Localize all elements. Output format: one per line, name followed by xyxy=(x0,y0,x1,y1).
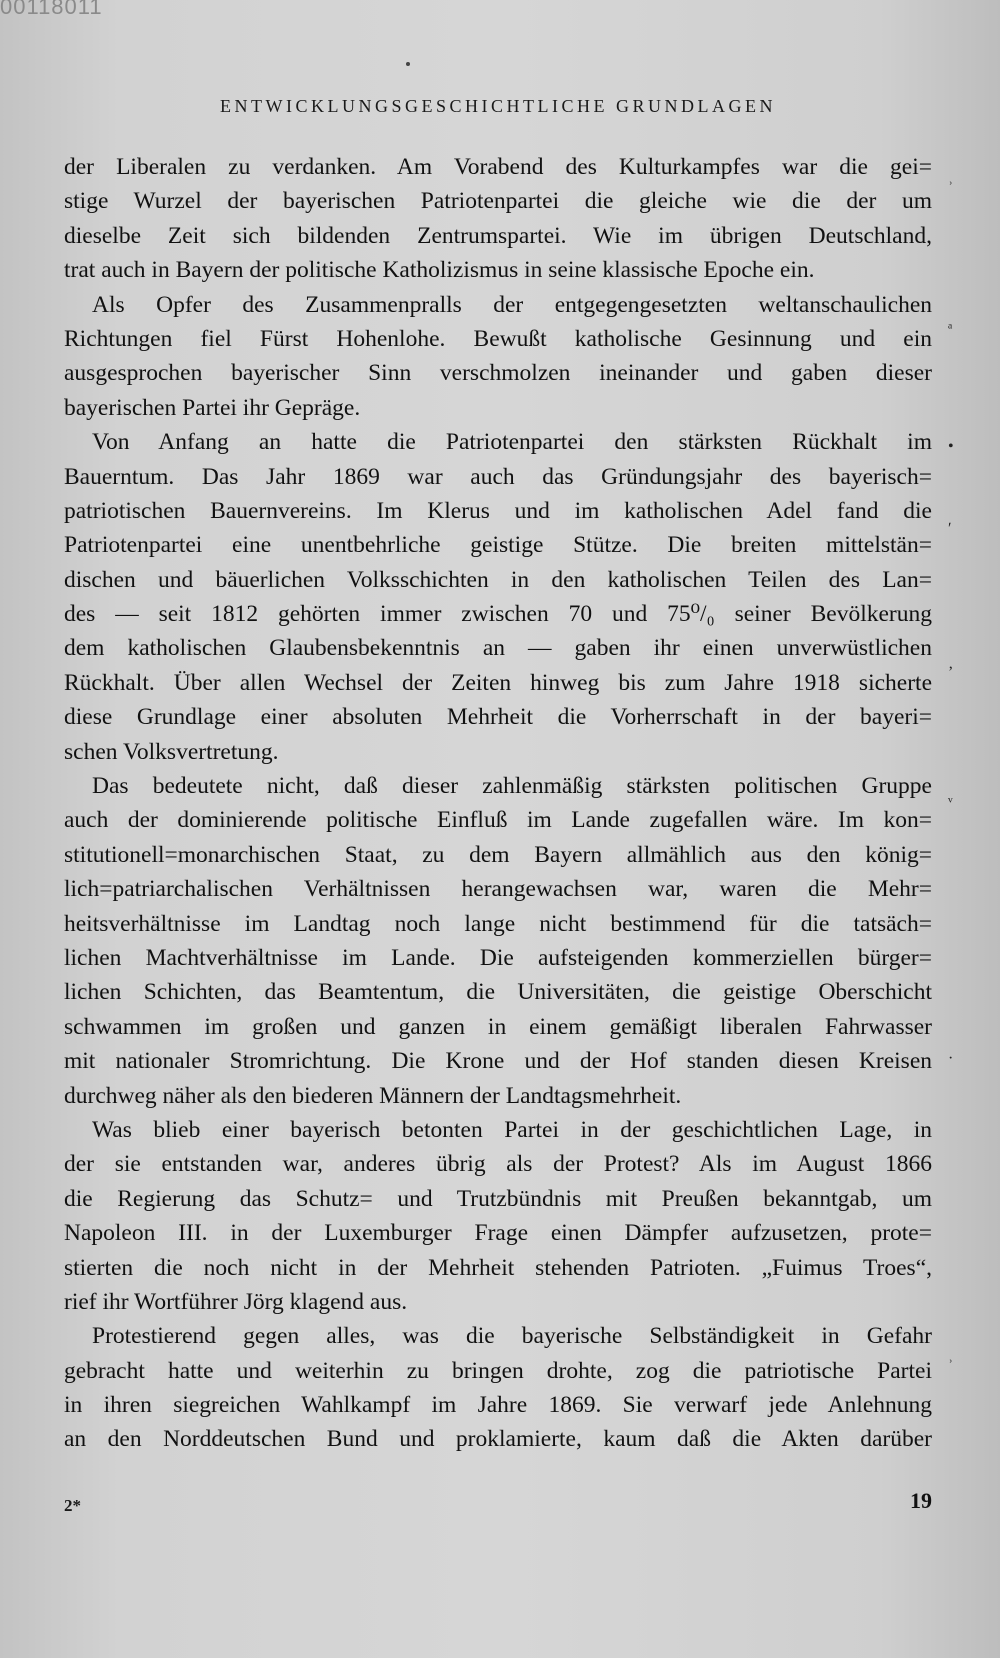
text-line: dischen und bäuerlichen Volksschichten in den katholischen Teilen des Lan= xyxy=(64,566,932,593)
text-line: Von Anfang an hatte die Patriotenpartei den stärksten Rückhalt im xyxy=(92,429,932,456)
scan-id: 00118011 xyxy=(0,0,103,19)
margin-mark: ʼ xyxy=(948,664,954,681)
text-line: lichen Schichten, das Beamtentum, die Universitäten, die geistige Oberschicht xyxy=(64,979,932,1006)
text-line: lichen Machtverhältnisse im Lande. Die aufsteigenden kommerziellen bürger= xyxy=(64,944,932,971)
margin-mark: ʾ xyxy=(948,1358,954,1375)
text-line: der Liberalen zu verdanken. Am Vorabend des Kulturkampfes war die gei= xyxy=(64,154,932,180)
text-line: rief ihr Wortführer Jörg klagend aus. xyxy=(64,1288,408,1315)
text-line: die Regierung das Schutz= und Trutzbündnis mit Preußen bekanntgab, um xyxy=(64,1185,932,1212)
text-line: des — seit 1812 gehörten immer zwischen 70 und 75⁰/₀ seiner Bevölkerung xyxy=(64,601,932,628)
text-line: Napoleon III. in der Luxemburger Frage einen Dämpfer aufzusetzen, prote= xyxy=(64,1220,932,1247)
text-line: lich=patriarchalischen Verhältnissen herangewachsen war, waren die Mehr= xyxy=(64,876,932,903)
margin-mark: · xyxy=(948,1050,954,1067)
text-line: auch der dominierende politische Einfluß im Lande zugefallen wäre. Im kon= xyxy=(64,807,932,834)
text-line: dieselbe Zeit sich bildenden Zentrumspartei. Wie im übrigen Deutschland, xyxy=(64,222,932,249)
text-line: Das bedeutete nicht, daß dieser zahlenmäßig stärksten politischen Gruppe xyxy=(92,773,932,800)
body-text xyxy=(64,150,932,1457)
text-line: schen Volksvertretung. xyxy=(64,738,279,765)
text-line: stitutionell=monarchischen Staat, zu dem Bayern allmählich aus den könig= xyxy=(64,841,932,868)
text-line: diese Grundlage einer absoluten Mehrheit die Vorherrschaft in der bayeri= xyxy=(64,704,932,731)
text-line: Was blieb einer bayerisch betonten Partei in der geschichtlichen Lage, in xyxy=(92,1116,932,1143)
page-number: 19 xyxy=(910,1488,932,1513)
margin-mark: ᵃ xyxy=(948,320,953,337)
text-line: Bauerntum. Das Jahr 1869 war auch das Gründungsjahr des bayerisch= xyxy=(64,463,932,490)
text-line: stige Wurzel der bayerischen Patriotenpartei die gleiche wie die der um xyxy=(64,188,932,215)
text-line: Patriotenpartei eine unentbehrliche geistige Stütze. Die breiten mittelstän= xyxy=(64,532,932,559)
margin-mark: • xyxy=(948,438,954,455)
text-line: an den Norddeutschen Bund und proklamierte, kaum daß die Akten darüber xyxy=(64,1426,932,1453)
text-line: Protestierend gegen alles, was die bayerische Selbständigkeit in Gefahr xyxy=(92,1323,932,1350)
margin-mark: ᵥ xyxy=(948,788,953,805)
text-line: Als Opfer des Zusammenpralls der entgegengesetzten weltanschaulichen xyxy=(92,291,932,318)
margin-mark: ʾ xyxy=(948,180,954,197)
text-line: patriotischen Bauernvereins. Im Klerus und im katholischen Adel fand die xyxy=(64,497,932,524)
text-line: dem katholischen Glaubensbekenntnis an — gaben ihr einen unverwüstlichen xyxy=(64,635,932,662)
text-line: stierten die noch nicht in der Mehrheit stehenden Patrioten. „Fuimus Troes“, xyxy=(64,1254,932,1281)
margin-mark: ʹ xyxy=(948,520,952,537)
text-line: Richtungen fiel Fürst Hohenlohe. Bewußt katholische Gesinnung und ein xyxy=(64,325,932,352)
print-speck xyxy=(406,62,410,66)
text-line: Rückhalt. Über allen Wechsel der Zeiten hinweg bis zum Jahre 1918 sicherte xyxy=(64,669,932,696)
text-line: der sie entstanden war, anderes übrig als der Protest? Als im August 1866 xyxy=(64,1151,932,1178)
text-line: schwammen im großen und ganzen in einem gemäßigt liberalen Fahrwasser xyxy=(64,1013,932,1040)
text-line: ausgesprochen bayerischer Sinn verschmolzen ineinander und gaben dieser xyxy=(64,360,932,387)
text-line: in ihren siegreichen Wahlkampf im Jahre 1869. Sie verwarf jede Anlehnung xyxy=(64,1392,932,1419)
text-line: heitsverhältnisse im Landtag noch lange nicht bestimmend für die tatsäch= xyxy=(64,910,932,937)
text-line: trat auch in Bayern der politische Katholizismus in seine klassische Epoche ein. xyxy=(64,257,815,284)
signature-mark: 2* xyxy=(64,1496,81,1515)
running-header: ENTWICKLUNGSGESCHICHTLICHE GRUNDLAGEN xyxy=(220,96,776,116)
text-line: gebracht hatte und weiterhin zu bringen drohte, zog die patriotische Partei xyxy=(64,1357,932,1384)
text-line: mit nationaler Stromrichtung. Die Krone und der Hof standen diesen Kreisen xyxy=(64,1048,932,1075)
text-line: bayerischen Partei ihr Gepräge. xyxy=(64,394,361,421)
text-line: durchweg näher als den biederen Männern der Landtagsmehrheit. xyxy=(64,1082,682,1109)
